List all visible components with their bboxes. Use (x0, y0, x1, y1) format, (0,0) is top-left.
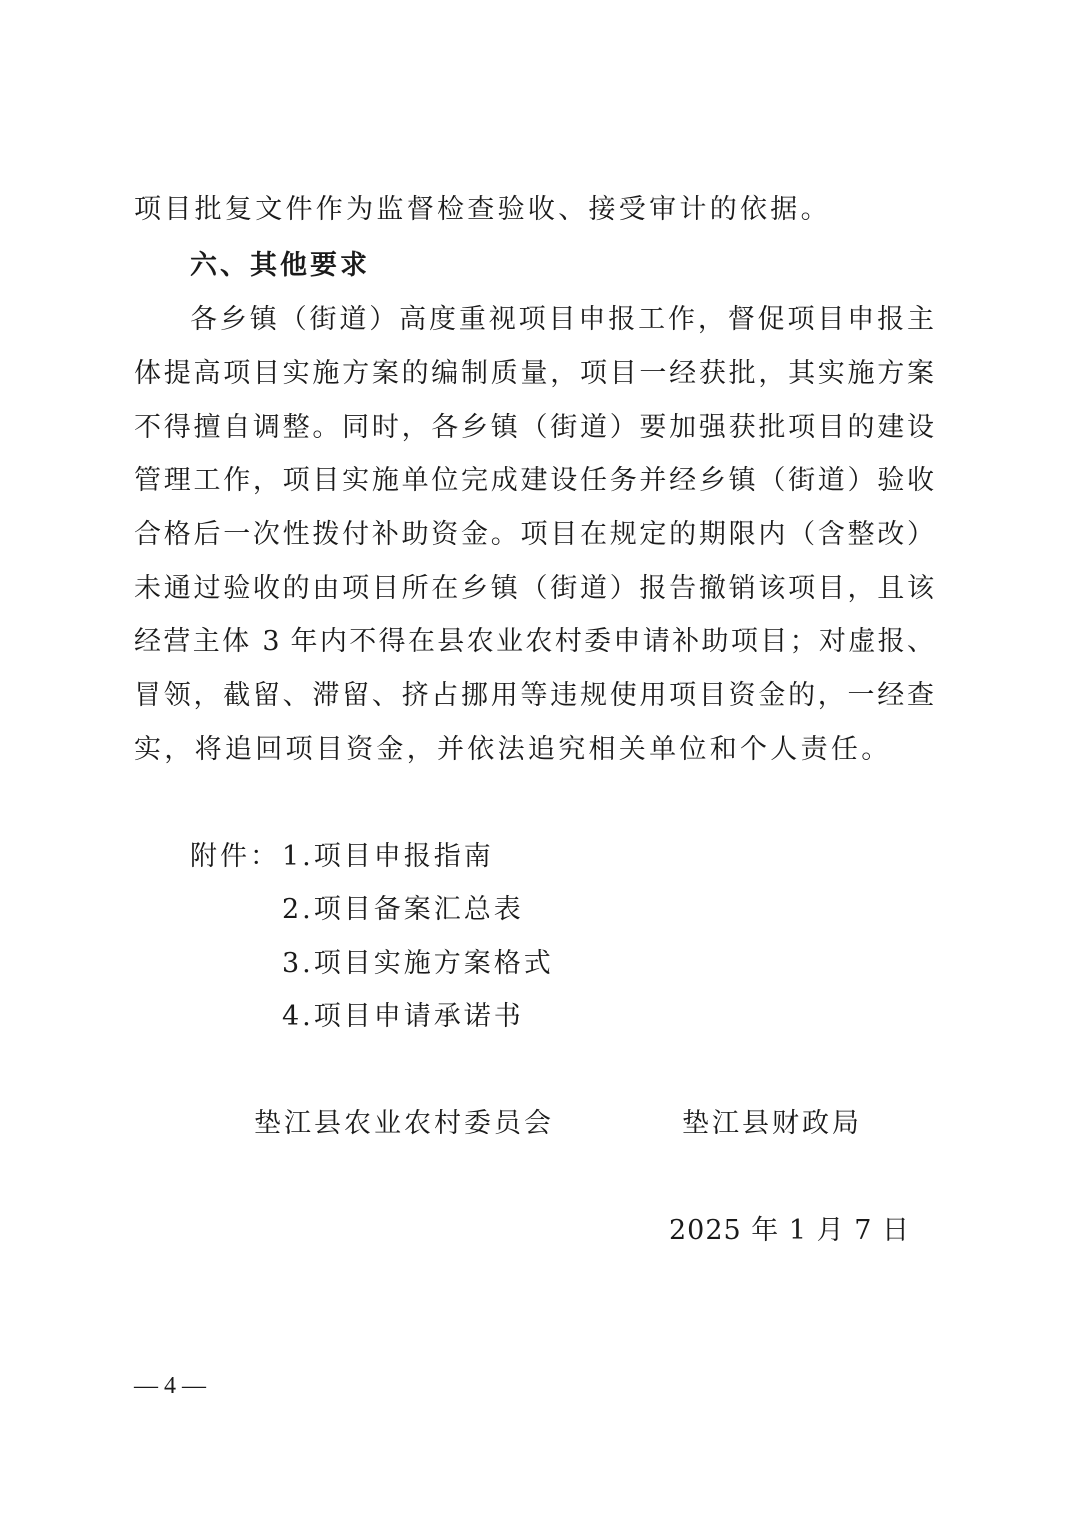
paragraph-line: 体提高项目实施方案的编制质量，项目一经获批，其实施方案 (134, 358, 934, 389)
signatory-finance-bureau: 垫江县财政局 (682, 1108, 862, 1139)
attachments-label: 附件： (190, 841, 280, 872)
page-number: — 4 — (134, 1373, 206, 1399)
carryover-line: 项目批复文件作为监督检查验收、接受审计的依据。 (134, 194, 831, 225)
paragraph-line: 经营主体 3 年内不得在县农业农村委申请补助项目；对虚报、 (134, 626, 934, 657)
paragraph-line: 不得擅自调整。同时，各乡镇（街道）要加强获批项目的建设 (134, 412, 934, 443)
paragraph-line: 冒领，截留、滞留、挤占挪用等违规使用项目资金的，一经查 (134, 680, 934, 711)
issue-date: 2025 年 1 月 7 日 (669, 1215, 910, 1246)
attachment-item: 3.项目实施方案格式 (282, 948, 554, 979)
section-heading: 六、其他要求 (190, 250, 370, 281)
paragraph-line: 实，将追回项目资金，并依法追究相关单位和个人责任。 (134, 734, 892, 765)
paragraph-line: 合格后一次性拨付补助资金。项目在规定的期限内（含整改） (134, 519, 934, 550)
attachment-item: 1.项目申报指南 (282, 841, 494, 872)
paragraph-line: 未通过验收的由项目所在乡镇（街道）报告撤销该项目，且该 (134, 573, 934, 604)
paragraph-line: 各乡镇（街道）高度重视项目申报工作，督促项目申报主 (190, 304, 934, 335)
attachment-item: 4.项目申请承诺书 (282, 1001, 524, 1032)
paragraph-line: 管理工作，项目实施单位完成建设任务并经乡镇（街道）验收 (134, 465, 934, 496)
attachment-item: 2.项目备案汇总表 (282, 894, 524, 925)
signatory-agriculture-committee: 垫江县农业农村委员会 (254, 1108, 554, 1139)
